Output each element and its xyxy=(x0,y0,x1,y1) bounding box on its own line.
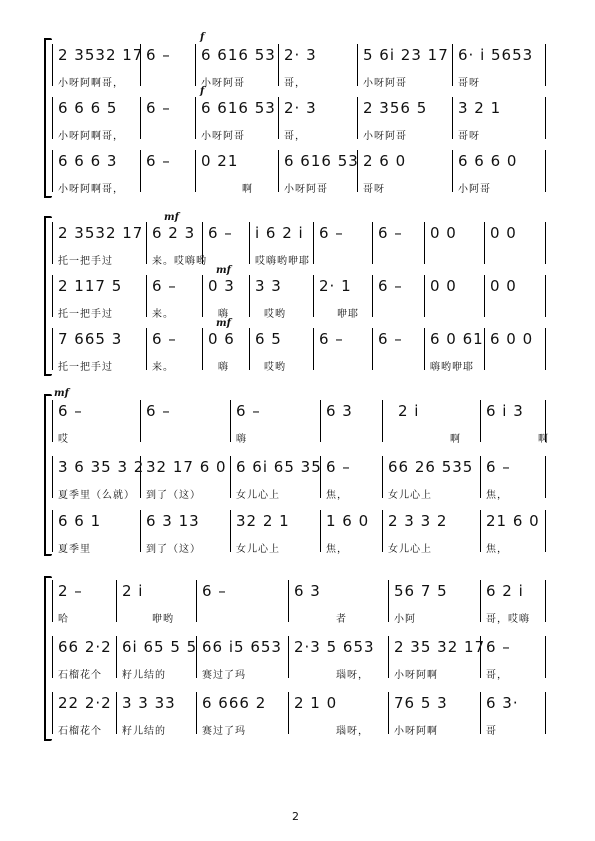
lyric-text: 小呀阿啊 xyxy=(394,670,438,681)
lyric-text: 女儿心上 xyxy=(388,490,432,501)
lyric-text: 女儿心上 xyxy=(388,544,432,555)
lyric-text: 哥 xyxy=(486,726,497,737)
lyric-text: 者 xyxy=(336,614,347,625)
measure-notes: 1 6 0 xyxy=(326,512,370,530)
lyric-text: 哎哟 xyxy=(264,362,286,373)
measure-notes: 2 35 32 17 xyxy=(394,638,486,656)
measure-notes: 2 3 3 2 xyxy=(388,512,448,530)
measure-notes: 6 – xyxy=(486,458,511,476)
staff-part-2 xyxy=(52,456,546,516)
lyric-text: 石榴花个 xyxy=(58,670,102,681)
measure-notes: 6 3 xyxy=(294,582,321,600)
staff-part-2 xyxy=(52,275,546,335)
measure-notes: 3 6 35 3 2 xyxy=(58,458,145,476)
lyric-text: 哥呀 xyxy=(458,78,480,89)
lyric-text: 到了（这） xyxy=(146,544,201,555)
lyric-text: 小呀阿哥 xyxy=(284,184,328,195)
measure-notes: 6 – xyxy=(146,152,171,170)
lyric-text: 小呀阿啊哥， xyxy=(58,184,124,195)
page-number: 2 xyxy=(292,810,299,823)
measure-notes: 0 0 xyxy=(430,224,457,242)
lyric-text: 小呀阿哥 xyxy=(363,131,407,142)
measure-notes: 66 2·2 xyxy=(58,638,112,656)
lyric-text: 焦， xyxy=(486,490,508,501)
staff-part-3 xyxy=(52,510,546,570)
lyric-text: 来。 xyxy=(152,362,174,373)
staff-part-3 xyxy=(52,150,546,210)
measure-notes: 6 3 xyxy=(326,402,353,420)
measure-notes: 6 666 2 xyxy=(202,694,267,712)
lyric-text: 哎 xyxy=(58,434,69,445)
measure-notes: 6 6 1 xyxy=(58,512,102,530)
measure-notes: 3 3 xyxy=(255,277,282,295)
measure-notes: 32 17 6 0 xyxy=(146,458,227,476)
measure-notes: 6 6 6 3 xyxy=(58,152,118,170)
measure-notes: 6 – xyxy=(486,638,511,656)
lyric-text: 赛过了玛 xyxy=(202,726,246,737)
measure-notes: 6 616 53 xyxy=(201,46,276,64)
lyric-text: 石榴花个 xyxy=(58,726,102,737)
lyric-text: 咿哟 xyxy=(152,614,174,625)
measure-notes: 21 6 0 xyxy=(486,512,540,530)
lyric-text: 咿耶 xyxy=(337,309,359,320)
measure-notes: 6 – xyxy=(326,458,351,476)
lyric-text: 哈 xyxy=(58,614,69,625)
staff-part-3 xyxy=(52,692,546,752)
lyric-text: 小呀阿哥 xyxy=(201,131,245,142)
measure-notes: 6 – xyxy=(378,277,403,295)
measure-notes: 0 0 xyxy=(430,277,457,295)
measure-notes: 6 – xyxy=(378,224,403,242)
lyric-text: 焦， xyxy=(486,544,508,555)
measure-notes: 6 – xyxy=(152,330,177,348)
measure-notes: 6 – xyxy=(58,402,83,420)
lyric-text: 啊 xyxy=(538,434,549,445)
lyric-text: 籽儿结的 xyxy=(122,670,166,681)
system-bracket xyxy=(44,38,50,198)
measure-notes: 6 6i 65 35 xyxy=(236,458,322,476)
system-bracket xyxy=(44,394,50,556)
lyric-text: 女儿心上 xyxy=(236,490,280,501)
measure-notes: 66 26 535 xyxy=(388,458,474,476)
staff-part-3 xyxy=(52,328,546,388)
measure-notes: 6 – xyxy=(146,402,171,420)
measure-notes: 2 6 0 xyxy=(363,152,407,170)
measure-notes: 6 – xyxy=(152,277,177,295)
staff-part-1 xyxy=(52,400,549,460)
measure-notes: 6 616 53 xyxy=(201,99,276,117)
lyric-text: 哥呀 xyxy=(363,184,385,195)
staff-part-1 xyxy=(52,222,546,282)
measure-notes: 6 616 53 xyxy=(284,152,359,170)
measure-notes: 6· i 5653 xyxy=(458,46,534,64)
measure-notes: 32 2 1 xyxy=(236,512,290,530)
measure-notes: 3 3 33 xyxy=(122,694,176,712)
measure-notes: 2· 1 xyxy=(319,277,352,295)
measure-notes: 0 6 xyxy=(208,330,235,348)
lyric-text: 赛过了玛 xyxy=(202,670,246,681)
lyric-text: 到了（这） xyxy=(146,490,201,501)
measure-notes: i 6 2 i xyxy=(255,224,304,242)
measure-notes: 76 5 3 xyxy=(394,694,448,712)
measure-notes: 2 3532 17 xyxy=(58,46,144,64)
measure-notes: 6 3· xyxy=(486,694,519,712)
measure-notes: 2·3 5 653 xyxy=(294,638,375,656)
measure-notes: 66 i5 653 xyxy=(202,638,282,656)
measure-notes: 6 i 3 xyxy=(486,402,524,420)
measure-notes: 6 – xyxy=(319,224,344,242)
staff-part-2 xyxy=(52,636,546,696)
score-system-4 xyxy=(0,572,595,752)
measure-notes: 22 2·2 xyxy=(58,694,112,712)
lyric-text: 哎嗨哟咿耶 xyxy=(255,256,310,267)
dynamic-mf-mark: mf xyxy=(216,318,231,329)
staff-part-2 xyxy=(52,97,546,157)
lyric-text: 哎哟 xyxy=(264,309,286,320)
lyric-text: 来。哎嗨哟 xyxy=(152,256,207,267)
lyric-text: 哥， xyxy=(284,78,306,89)
measure-notes: 5 6i 23 17 xyxy=(363,46,449,64)
lyric-text: 来。 xyxy=(152,309,174,320)
lyric-text: 哥呀 xyxy=(458,131,480,142)
lyric-text: 焦， xyxy=(326,544,348,555)
measure-notes: 2· 3 xyxy=(284,46,317,64)
measure-notes: 6 5 xyxy=(255,330,282,348)
lyric-text: 小呀阿啊哥， xyxy=(58,78,124,89)
system-bracket xyxy=(44,216,50,376)
lyric-text: 啊 xyxy=(242,184,253,195)
measure-notes: 6 0 0 xyxy=(490,330,534,348)
dynamic-mf-mark: mf xyxy=(54,388,69,399)
lyric-text: 瑙呀， xyxy=(336,670,369,681)
measure-notes: 6 0 61 xyxy=(430,330,484,348)
lyric-text: 嗨 xyxy=(218,309,229,320)
measure-notes: 2 1 0 xyxy=(294,694,338,712)
measure-notes: 0 0 xyxy=(490,224,517,242)
measure-notes: 6 – xyxy=(378,330,403,348)
measure-notes: 6 – xyxy=(202,582,227,600)
measure-notes: 7 665 3 xyxy=(58,330,123,348)
measure-notes: 2 – xyxy=(58,582,83,600)
lyric-text: 嗨哟咿耶 xyxy=(430,362,474,373)
lyric-text: 小呀阿啊 xyxy=(394,726,438,737)
measure-notes: 6 3 13 xyxy=(146,512,200,530)
dynamic-f-mark: f xyxy=(200,86,205,97)
dynamic-f-mark: f xyxy=(200,32,205,43)
score-system-2 xyxy=(0,212,595,382)
lyric-text: 托一把手过 xyxy=(58,256,113,267)
measure-notes: 6 6 6 5 xyxy=(58,99,118,117)
measure-notes: 6 2 i xyxy=(486,582,524,600)
measure-notes: 6 – xyxy=(146,46,171,64)
lyric-text: 哥，哎嗨 xyxy=(486,614,530,625)
measure-notes: 0 0 xyxy=(490,277,517,295)
score-system-1 xyxy=(0,32,595,208)
measure-notes: 2 i xyxy=(122,582,144,600)
measure-notes: 0 21 xyxy=(201,152,239,170)
measure-notes: 6i 65 5 5 xyxy=(122,638,198,656)
lyric-text: 小呀阿啊哥， xyxy=(58,131,124,142)
lyric-text: 小呀阿哥 xyxy=(201,78,245,89)
measure-notes: 2 117 5 xyxy=(58,277,123,295)
lyric-text: 啊 xyxy=(450,434,461,445)
lyric-text: 嗨 xyxy=(236,434,247,445)
staff-part-1 xyxy=(52,580,546,640)
lyric-text: 小阿哥 xyxy=(458,184,491,195)
lyric-text: 焦， xyxy=(326,490,348,501)
lyric-text: 小阿 xyxy=(394,614,416,625)
measure-notes: 6 – xyxy=(319,330,344,348)
lyric-text: 哥， xyxy=(486,670,508,681)
measure-notes: 2· 3 xyxy=(284,99,317,117)
measure-notes: 56 7 5 xyxy=(394,582,448,600)
lyric-text: 女儿心上 xyxy=(236,544,280,555)
measure-notes: 6 – xyxy=(146,99,171,117)
score-system-3 xyxy=(0,390,595,565)
measure-notes: 6 – xyxy=(208,224,233,242)
dynamic-mf-mark: mf xyxy=(164,212,179,223)
lyric-text: 瑙呀， xyxy=(336,726,369,737)
dynamic-mf-mark: mf xyxy=(216,265,231,276)
measure-notes: 6 2 3 xyxy=(152,224,196,242)
staff-part-1 xyxy=(52,44,546,104)
lyric-text: 哥， xyxy=(284,131,306,142)
lyric-text: 夏季里 xyxy=(58,544,91,555)
lyric-text: 小呀阿哥 xyxy=(363,78,407,89)
measure-notes: 0 3 xyxy=(208,277,235,295)
measure-notes: 6 – xyxy=(236,402,261,420)
measure-notes: 6 6 6 0 xyxy=(458,152,518,170)
lyric-text: 托一把手过 xyxy=(58,309,113,320)
measure-notes: 2 i xyxy=(398,402,420,420)
system-bracket xyxy=(44,576,50,741)
measure-notes: 3 2 1 xyxy=(458,99,502,117)
measure-notes: 2 3532 17 xyxy=(58,224,144,242)
lyric-text: 籽儿结的 xyxy=(122,726,166,737)
measure-notes: 2 356 5 xyxy=(363,99,428,117)
lyric-text: 托一把手过 xyxy=(58,362,113,373)
lyric-text: 夏季里（么就） xyxy=(58,490,135,501)
lyric-text: 嗨 xyxy=(218,362,229,373)
